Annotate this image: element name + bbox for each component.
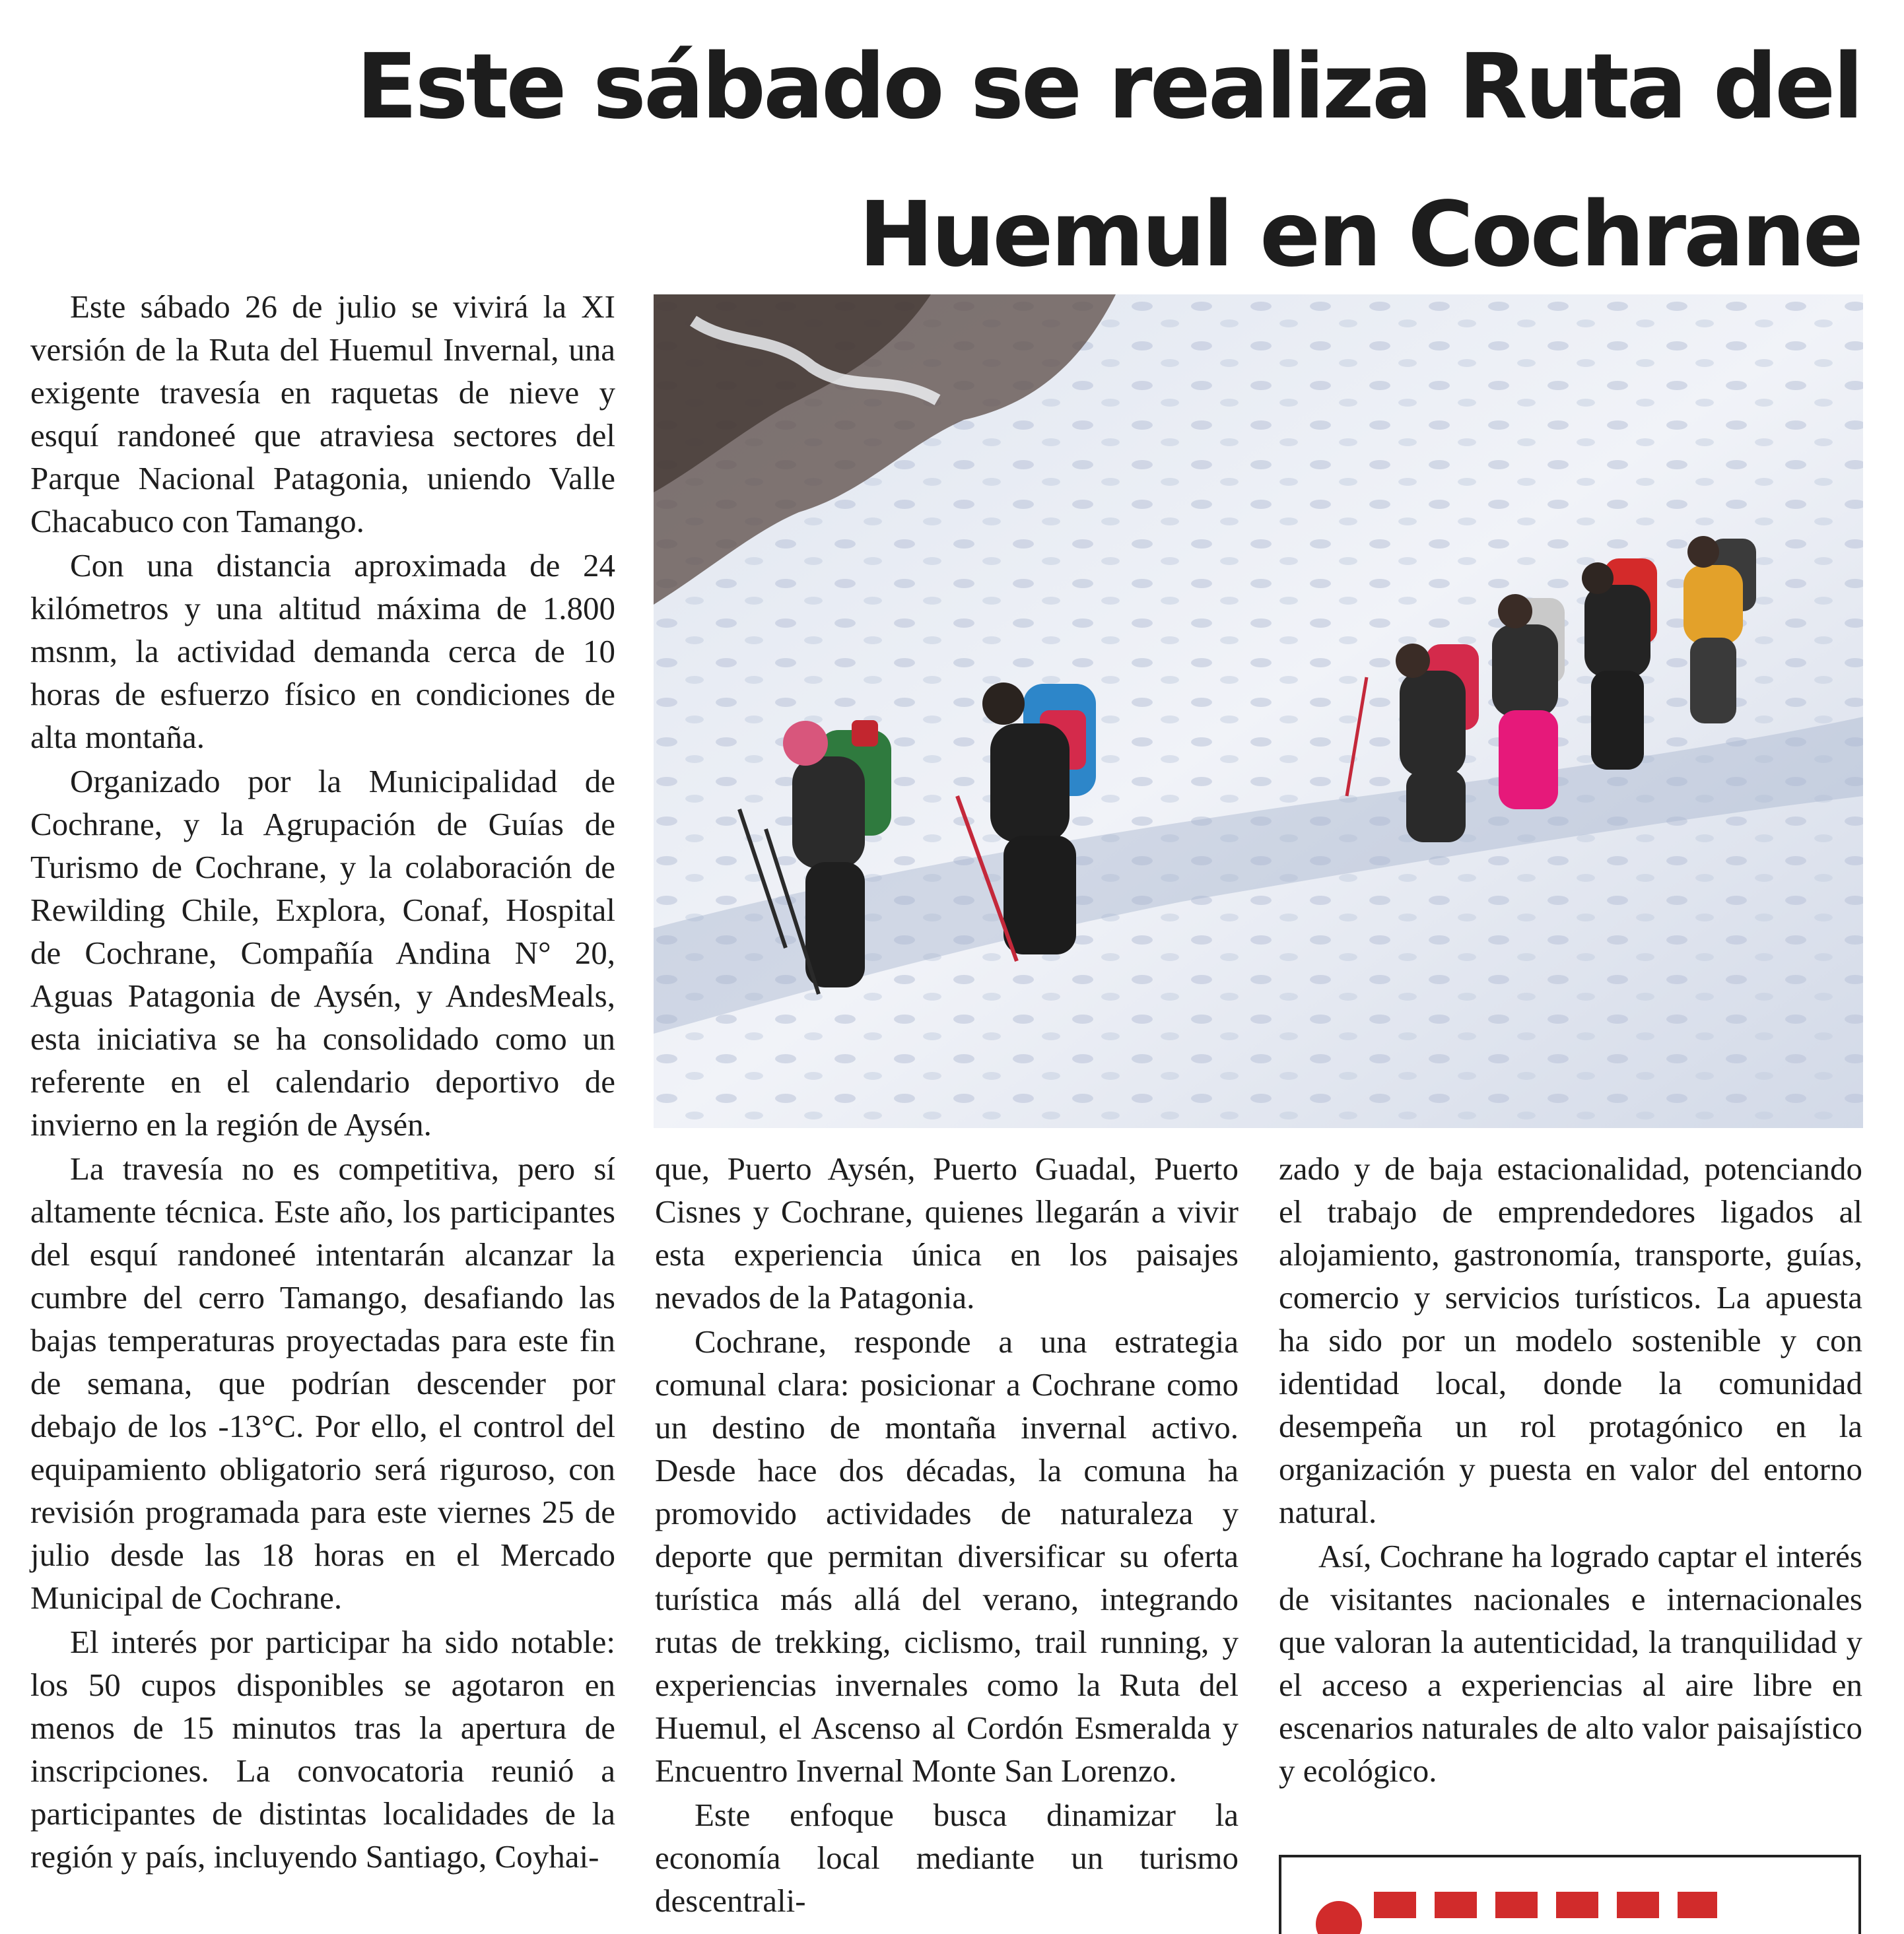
advertisement-box: [1279, 1855, 1861, 1934]
paragraph: La travesía no es competitiva, pero sí altamente técnica. Este año, los participantes del esquí randoneé intentarán alcanzar la cumbre del cerro Tamango, desafiando las bajas temperaturas proyectadas para este fin de semana, que podrían descender por debajo de los -13°C. Por ello, el control del equipamiento obligatorio será riguroso, con revisión programada para este viernes 25 de julio desde las 18 horas en el Mercado Municipal de Cochrane.: [30, 1150, 615, 1616]
article-column-3: [1279, 1147, 1862, 1793]
article-column-2: [655, 1147, 1239, 1923]
article-headline: Este sábado se realiza Ruta del Huemul en Cochrane: [356, 35, 1861, 287]
article-column-1: [30, 285, 615, 1879]
paragraph: Cochrane, responde a una estrategia comunal clara: posicionar a Cochrane como un destino de montaña invernal activo. Desde hace dos décadas, la comuna ha promovido actividades de naturaleza y deporte que permitan diversificar su oferta turística más allá del verano, integrando rutas de trekking, ciclismo, trail running, y experiencias invernales como la Ruta del Huemul, el Ascenso al Cordón Esmeralda y Encuentro Invernal Monte San Lorenzo.: [655, 1323, 1239, 1789]
paragraph: El interés por participar ha sido notable: los 50 cupos disponibles se agotaron en menos de 15 minutos tras la apertura de inscripciones. La convocatoria reunió a participantes de distintas localidades de la región y país, incluyendo Santiago, Coyhai-: [30, 1624, 615, 1875]
paragraph: Organizado por la Municipalidad de Cochrane, y la Agrupación de Guías de Turismo de Cochrane, y la colaboración de Rewilding Chile, Explora, Conaf, Hospital de Cochrane, Compañía Andina N° 20, Aguas Patagonia de Aysén, y AndesMeals, esta iniciativa se ha consolidado como un referente en el calendario deportivo de invierno en la región de Aysén.: [30, 763, 615, 1143]
photo-illustration: [654, 294, 1863, 1128]
paragraph: zado y de baja estacionalidad, potenciando el trabajo de emprendedores ligados al alojamiento, gastronomía, transporte, guías, comercio y servicios turísticos. La apuesta ha sido por un modelo sostenible y con identidad local, donde la comunidad desempeña un rol protagónico en la organización y puesta en valor del entorno natural.: [1279, 1150, 1862, 1530]
paragraph: Así, Cochrane ha logrado captar el interés de visitantes nacionales e internacionales que valoran la autenticidad, la tranquilidad y el acceso a experiencias al aire libre en escenarios naturales de alto valor paisajístico y ecológico.: [1279, 1538, 1862, 1789]
ad-logo-icon: [1316, 1901, 1362, 1934]
paragraph: Este enfoque busca dinamizar la economía local mediante un turismo descentrali-: [655, 1797, 1239, 1919]
ad-logo-lettering: [1374, 1892, 1717, 1918]
paragraph: Con una distancia aproximada de 24 kilómetros y una altitud máxima de 1.800 msnm, la actividad demanda cerca de 10 horas de esfuerzo físico en condiciones de alta montaña.: [30, 547, 615, 755]
snow-hikers-photo: [654, 294, 1863, 1128]
paragraph: Este sábado 26 de julio se vivirá la XI versión de la Ruta del Huemul Invernal, una exigente travesía en raquetas de nieve y esquí randoneé que atraviesa sectores del Parque Nacional Patagonia, uniendo Valle Chacabuco con Tamango.: [30, 288, 615, 539]
paragraph: que, Puerto Aysén, Puerto Guadal, Puerto Cisnes y Cochrane, quienes llegarán a vivir esta experiencia única en los paisajes nevados de la Patagonia.: [655, 1150, 1239, 1316]
